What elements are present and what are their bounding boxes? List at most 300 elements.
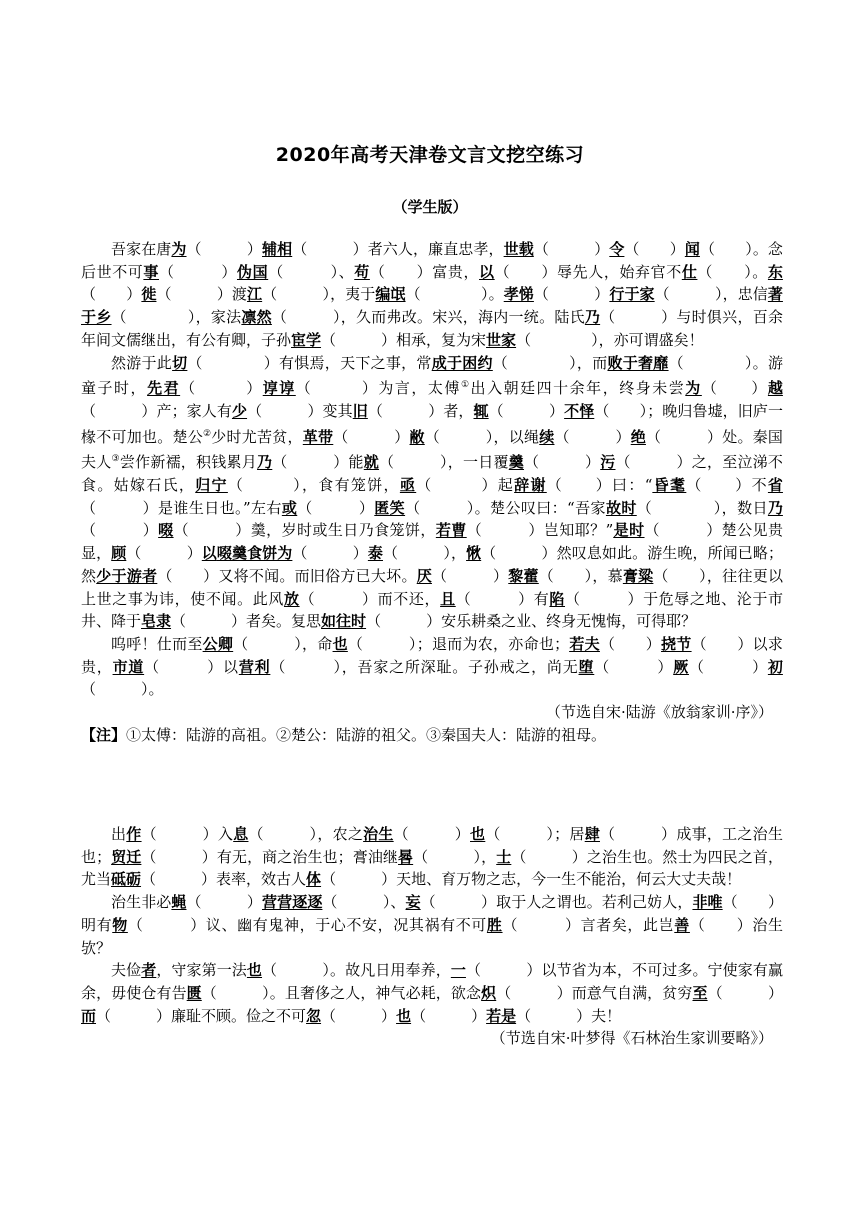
passage-text: （ ） bbox=[186, 240, 263, 258]
passage-text: （ ）又将不闻。而旧俗方已大坏。 bbox=[157, 566, 417, 585]
keyword-text: 事 bbox=[143, 262, 159, 281]
keyword-text: 令 bbox=[609, 240, 625, 258]
keyword bbox=[262, 240, 292, 258]
passage-text: （ ） bbox=[393, 825, 471, 843]
passage-text: 吾家在唐 bbox=[111, 240, 172, 258]
passage-text: 尝作新襦，积钱累月 bbox=[119, 453, 258, 472]
keyword-text: 续 bbox=[539, 427, 555, 446]
keyword bbox=[410, 428, 425, 446]
passage-text: （ ）辱先人，始弃官不 bbox=[494, 262, 682, 281]
keyword-text: 污 bbox=[600, 453, 616, 472]
passage-text: （ ） bbox=[701, 379, 768, 398]
passage-text: （ ），往往更以上世之事为讳，使不闻。此风 bbox=[81, 566, 783, 608]
passage-text: 少时尤苦贫， bbox=[211, 427, 303, 446]
keyword-text: 革带 bbox=[302, 427, 334, 446]
keyword-text: 是时 bbox=[613, 521, 645, 540]
passage2-paragraph bbox=[81, 891, 783, 959]
keyword bbox=[470, 825, 485, 843]
keyword-text: 者 bbox=[141, 961, 157, 980]
keyword bbox=[203, 635, 234, 653]
keyword-text: 初 bbox=[767, 657, 783, 676]
keyword bbox=[673, 658, 689, 676]
passage-text: （ ），数日 bbox=[636, 498, 768, 517]
keyword-text: 蝇 bbox=[171, 893, 187, 912]
keyword-text: 羹 bbox=[508, 453, 524, 472]
passage-text: （ ）， bbox=[413, 847, 497, 866]
page-subtitle: （学生版） bbox=[392, 198, 468, 216]
keyword bbox=[508, 567, 539, 585]
keyword bbox=[284, 590, 300, 608]
passage-text: （ ）。念后世不可 bbox=[81, 240, 783, 281]
keyword bbox=[436, 521, 467, 539]
footnote-marker: ① bbox=[460, 380, 471, 391]
keyword bbox=[652, 476, 686, 494]
keyword bbox=[579, 658, 595, 676]
keyword-text: 皂隶 bbox=[141, 612, 172, 631]
keyword-text: 江 bbox=[247, 285, 263, 304]
keyword-text: 少 bbox=[231, 401, 248, 420]
passage2-paragraph bbox=[81, 823, 783, 891]
passage-text: （ ）有 bbox=[455, 589, 550, 608]
keyword bbox=[398, 848, 413, 866]
keyword-text: 物 bbox=[112, 915, 128, 934]
passage1-paragraph bbox=[81, 238, 783, 352]
keyword-text: 若是 bbox=[486, 1006, 517, 1025]
passage-text: 出入朝廷四十余年，终身未尝 bbox=[470, 379, 686, 398]
keyword-text: 以 bbox=[479, 262, 495, 281]
passage-text: （ ）羹，岁时或生日乃食笼饼， bbox=[173, 521, 436, 540]
keyword-text: 亟 bbox=[399, 476, 417, 495]
keyword bbox=[111, 544, 126, 562]
passage-text: （ ）、 bbox=[322, 893, 406, 912]
keyword-text: 匮 bbox=[186, 983, 202, 1002]
keyword-text: 妄 bbox=[405, 893, 421, 912]
keyword-text: 炽 bbox=[481, 983, 497, 1002]
passage-text: （ ）入 bbox=[141, 825, 234, 843]
keyword-text: 越 bbox=[767, 379, 783, 398]
keyword bbox=[143, 263, 159, 281]
keyword bbox=[692, 893, 722, 911]
keyword bbox=[768, 658, 783, 676]
keyword bbox=[111, 870, 141, 888]
passage-text: （ ） bbox=[321, 1006, 397, 1025]
passage-text: （ ） bbox=[524, 453, 601, 472]
keyword bbox=[262, 893, 322, 911]
keyword-text: 为 bbox=[171, 240, 187, 258]
keyword-text: 陷 bbox=[549, 589, 566, 608]
keyword-text: 东 bbox=[767, 262, 783, 281]
keyword-text: 放 bbox=[283, 589, 300, 608]
keyword bbox=[171, 240, 186, 258]
keyword-text: 败于奢靡 bbox=[607, 353, 669, 372]
keyword-text: 市道 bbox=[112, 657, 145, 676]
passage-text: 左右 bbox=[250, 498, 282, 517]
keyword bbox=[247, 961, 262, 979]
keyword bbox=[585, 825, 600, 843]
passage1-paragraph bbox=[81, 633, 783, 701]
passage-text: （ ）有无，商之治生也；膏油继 bbox=[141, 847, 399, 866]
keyword bbox=[406, 893, 421, 911]
passage-text: （ ） bbox=[533, 285, 610, 304]
passage-one bbox=[81, 238, 783, 746]
passage-text: （ ）以节省为本，不可过多。宁使家有赢余，毋使仓有告 bbox=[81, 961, 783, 1002]
keyword bbox=[247, 285, 262, 303]
quote-mark: “ bbox=[567, 498, 575, 517]
keyword-text: 伪国 bbox=[236, 262, 269, 281]
passage-text: （ ），一日覆 bbox=[379, 453, 509, 472]
keyword bbox=[141, 961, 156, 979]
passage-text: （ ），以绳 bbox=[424, 427, 540, 446]
keyword-text: 如往时 bbox=[321, 612, 367, 631]
keyword bbox=[112, 916, 128, 934]
passage-text: （ ）。且奢侈之人，神气必耗，欲念 bbox=[201, 983, 482, 1002]
passage-text: （ ）而意气自满，贫穷 bbox=[496, 983, 693, 1002]
passage-text: （ ） bbox=[707, 983, 783, 1002]
passage-text: （ ），农之 bbox=[248, 825, 364, 843]
keyword-text: 体 bbox=[306, 870, 322, 889]
keyword bbox=[354, 263, 370, 281]
keyword-text: 辄 bbox=[473, 401, 489, 420]
keyword bbox=[600, 453, 615, 471]
passage-text: （ ），食有笼饼， bbox=[227, 476, 400, 495]
keyword bbox=[368, 544, 383, 562]
keyword-text: 闻 bbox=[684, 240, 700, 258]
keyword bbox=[172, 354, 187, 372]
keyword bbox=[768, 499, 783, 517]
passage-text: （ ）曰： bbox=[546, 476, 645, 495]
passage-text: （ ）议、幽有鬼神，于心不安，况其祸有不可 bbox=[127, 915, 487, 934]
keyword bbox=[321, 612, 366, 630]
keyword-text: 治生 bbox=[363, 825, 394, 843]
keyword bbox=[481, 984, 496, 1002]
keyword-text: 肆 bbox=[584, 825, 600, 843]
keyword bbox=[141, 285, 156, 303]
keyword bbox=[126, 825, 141, 843]
footnote-marker: ③ bbox=[111, 454, 120, 465]
passage-text: （ ）以求贵， bbox=[81, 634, 783, 676]
keyword bbox=[486, 331, 516, 349]
keyword-text: 胜 bbox=[486, 915, 503, 934]
keyword-text: 旧 bbox=[352, 401, 368, 420]
passage2-paragraph bbox=[81, 959, 783, 1027]
keyword bbox=[768, 476, 783, 494]
keyword-text: 为 bbox=[685, 379, 702, 398]
keyword bbox=[440, 590, 456, 608]
keyword-text: 世家 bbox=[486, 330, 517, 349]
keyword-text: 辅相 bbox=[262, 240, 293, 258]
keyword-text: 愀 bbox=[466, 544, 482, 563]
passage-one-source: （节选自宋·陆游《放翁家训·序》） bbox=[545, 703, 773, 722]
keyword-text: 若曹 bbox=[435, 521, 467, 540]
passage-two-paragraphs bbox=[81, 823, 783, 1027]
passage-text: （ ）者六人，廉直忠孝， bbox=[292, 240, 504, 258]
footnote bbox=[81, 724, 783, 747]
keyword-text: 成于困约 bbox=[431, 353, 493, 372]
passage-text: （ ）言者矣，此岂 bbox=[502, 915, 675, 934]
keyword-text: 作 bbox=[126, 825, 142, 843]
passage-text: ，守家第一法 bbox=[156, 961, 247, 980]
keyword-text: 敝 bbox=[409, 427, 425, 446]
keyword-text: 忽 bbox=[306, 1006, 322, 1025]
keyword-text: 非唯 bbox=[692, 893, 723, 912]
keyword-text: 也 bbox=[470, 825, 486, 843]
keyword bbox=[217, 544, 292, 562]
keyword bbox=[682, 263, 698, 281]
passage-text: 夫俭 bbox=[111, 961, 142, 980]
keyword bbox=[417, 567, 432, 585]
keyword-text: 辞谢 bbox=[514, 476, 547, 495]
keyword-text: 晷 bbox=[398, 847, 414, 866]
passage-text: （ ）而不还， bbox=[299, 589, 441, 608]
keyword bbox=[195, 476, 228, 494]
passage-text: （ ）产；家人有 bbox=[81, 401, 232, 420]
keyword-text: 善 bbox=[674, 915, 690, 934]
keyword-text: 若夫 bbox=[569, 634, 600, 653]
passage-text: （ ）；居 bbox=[485, 825, 585, 843]
keyword bbox=[187, 984, 202, 1002]
quote-mark: “ bbox=[644, 476, 653, 495]
keyword bbox=[631, 428, 646, 446]
keyword bbox=[353, 402, 368, 420]
keyword-text: 孝悌 bbox=[503, 285, 534, 304]
passage-text: （ ）天地、育万物之志，今一生不能治，何云大丈夫哉！ bbox=[321, 870, 742, 889]
passage-text: （ ）富贵， bbox=[369, 262, 480, 281]
keyword bbox=[233, 825, 248, 843]
keyword-text: 就 bbox=[363, 453, 380, 472]
passage-text: （ ），忠信 bbox=[654, 285, 768, 304]
keyword-text: 贸迁 bbox=[111, 847, 142, 866]
passage-text: （ ）取于人之谓也。若利己妨人， bbox=[420, 893, 693, 912]
passage-text: （ ） bbox=[333, 427, 410, 446]
passage-text: 治生非必 bbox=[111, 893, 172, 912]
keyword-text: 故时 bbox=[605, 498, 637, 517]
passage-text: （ ） bbox=[297, 498, 375, 517]
passage-text: （ ），吾家之所深耻。子孙戒之，尚无 bbox=[270, 657, 579, 676]
passage-text: （ ）者， bbox=[367, 401, 474, 420]
passage-text: （ ）廉耻不顾。俭之不可 bbox=[96, 1006, 307, 1025]
passage-text: （ ） bbox=[594, 657, 674, 676]
keyword bbox=[487, 916, 503, 934]
keyword-text: 行于家 bbox=[609, 285, 655, 304]
keyword-text: 苟 bbox=[354, 262, 370, 281]
keyword bbox=[241, 308, 272, 326]
keyword bbox=[232, 402, 247, 420]
keyword bbox=[569, 635, 600, 653]
passage-text: （ ）能 bbox=[272, 453, 364, 472]
passage-text: （ ）不 bbox=[686, 476, 768, 495]
keyword bbox=[257, 453, 272, 471]
keyword-text: 也 bbox=[332, 634, 348, 653]
passage-text: （ ） bbox=[126, 544, 202, 563]
keyword-text: 乃 bbox=[584, 308, 601, 327]
keyword-text: 归宁 bbox=[195, 476, 228, 495]
keyword bbox=[474, 402, 489, 420]
keyword bbox=[609, 240, 624, 258]
passage-text: （ ），亦可谓盛矣！ bbox=[516, 330, 704, 349]
passage-text: （ ） bbox=[431, 566, 509, 585]
passage-text: （ ） bbox=[159, 262, 237, 281]
passage-text: （ ） bbox=[554, 427, 631, 446]
keyword bbox=[147, 379, 180, 397]
passage-text: （ ）夫！ bbox=[516, 1006, 622, 1025]
passage-text: （ ）。 bbox=[697, 262, 768, 281]
passage-text: （ ）于危辱之地、沦于市井、降于 bbox=[81, 589, 783, 631]
keyword-text: 息 bbox=[233, 825, 249, 843]
keyword bbox=[486, 1007, 516, 1025]
passage-text: （ ）之，至泣涕不食。姑嫁石氏， bbox=[81, 453, 783, 495]
passage-text: （ ）者矣。复思 bbox=[171, 612, 322, 631]
passage-text: （ ） bbox=[81, 521, 159, 540]
keyword-text: 啜羹食饼为 bbox=[216, 544, 293, 563]
passage-text: 出 bbox=[111, 825, 127, 843]
keyword bbox=[661, 635, 692, 653]
keyword bbox=[692, 984, 707, 1002]
passage-text: （ ）楚公见贵显， bbox=[81, 521, 783, 563]
passage-text: （ ）。故凡日用奉养， bbox=[262, 961, 451, 980]
keyword bbox=[237, 263, 268, 281]
passage-one-paragraphs bbox=[81, 238, 783, 701]
footnote-label: 【注】 bbox=[81, 725, 127, 744]
keyword bbox=[768, 379, 783, 397]
keyword-text: 乃 bbox=[257, 453, 273, 472]
passage-text: （ ），夷于 bbox=[262, 285, 376, 304]
keyword-text: 编氓 bbox=[375, 285, 406, 304]
keyword bbox=[141, 612, 171, 630]
passage-two-source: （节选自宋·叶梦得《石林治生家训要略》） bbox=[490, 1029, 773, 1048]
passage-text: （ ）为言，太傅 bbox=[295, 379, 461, 398]
keyword-text: 厥 bbox=[673, 657, 689, 676]
passage-text: （ ）是谁生日也。 bbox=[81, 498, 243, 517]
keyword-text: 也 bbox=[246, 961, 263, 980]
keyword-text: 士 bbox=[496, 847, 512, 866]
keyword bbox=[606, 499, 637, 517]
passage-text: （ ）；退而为农，亦命也； bbox=[347, 634, 570, 653]
passage-text: 吾家 bbox=[574, 498, 606, 517]
keyword-text: 而 bbox=[81, 1006, 97, 1025]
passage-text: （ ）；晚归鲁墟，旧庐一椽不可加也。楚公 bbox=[81, 401, 783, 446]
keyword-text: 顾 bbox=[111, 544, 127, 563]
passage-text: （ ） bbox=[533, 240, 610, 258]
passage-text: （ ）、 bbox=[268, 262, 355, 281]
keyword bbox=[111, 848, 141, 866]
passage-text: （ ），而 bbox=[492, 353, 608, 372]
keyword bbox=[306, 870, 321, 888]
passage-text: （ ），久而弗改。宋兴，海内一统。陆氏 bbox=[271, 308, 585, 327]
keyword-text: 且 bbox=[440, 589, 456, 608]
keyword-text: 谆谆 bbox=[262, 379, 296, 398]
passage-text: （ ）相承，复为宋 bbox=[321, 330, 487, 349]
keyword-text: 也 bbox=[396, 1006, 412, 1025]
passage-text: （ ）之治生也。然士为四民之首，尤当 bbox=[81, 847, 783, 889]
passage-text: （ ）， bbox=[382, 544, 467, 563]
passage-text: （ ），慕 bbox=[538, 566, 623, 585]
keyword-text: 啜 bbox=[158, 521, 174, 540]
passage-text: （ ）。 bbox=[405, 285, 504, 304]
keyword bbox=[400, 476, 416, 494]
keyword bbox=[432, 354, 493, 372]
keyword bbox=[303, 428, 334, 446]
keyword bbox=[396, 1007, 411, 1025]
passage-text: （ ） bbox=[81, 285, 142, 304]
keyword bbox=[585, 308, 600, 326]
passage-text: （ ）表率，效古人 bbox=[141, 870, 307, 889]
page-title: 2020年高考天津卷文言文挖空练习 bbox=[275, 144, 585, 166]
keyword-text: 宦学 bbox=[291, 330, 322, 349]
keyword bbox=[451, 961, 466, 979]
passage-text: （ ） bbox=[488, 401, 565, 420]
keyword-text: 昏耄 bbox=[652, 476, 687, 495]
passage-text: （ ） bbox=[186, 893, 263, 912]
keyword bbox=[623, 567, 654, 585]
keyword-text: 公卿 bbox=[202, 634, 234, 653]
passage-text: （ ） bbox=[180, 379, 263, 398]
keyword bbox=[509, 453, 524, 471]
passage-text: （ ）渡 bbox=[156, 285, 248, 304]
passage-two bbox=[81, 823, 783, 1050]
keyword bbox=[239, 658, 271, 676]
keyword-text: 绝 bbox=[630, 427, 646, 446]
passage-text: （ ）。楚公叹曰： bbox=[405, 498, 568, 517]
keyword bbox=[158, 521, 173, 539]
keyword bbox=[479, 263, 495, 281]
keyword bbox=[113, 658, 145, 676]
passage-text: 呜呼！仕而至 bbox=[111, 634, 203, 653]
keyword-text: 先君 bbox=[147, 379, 181, 398]
keyword-text: 世载 bbox=[503, 240, 534, 258]
passage-text: （ ） bbox=[624, 240, 685, 258]
keyword bbox=[171, 893, 186, 911]
keyword-text: 堕 bbox=[578, 657, 595, 676]
passage-text: （ ）变其 bbox=[247, 401, 353, 420]
keyword-text: 黎藿 bbox=[508, 566, 539, 585]
keyword-text: 省 bbox=[767, 476, 783, 495]
keyword bbox=[685, 240, 700, 258]
keyword bbox=[263, 379, 296, 397]
keyword bbox=[374, 499, 405, 517]
keyword bbox=[504, 240, 534, 258]
footnote-text: ①太傅：陆游的高祖。②楚公：陆游的祖父。③秦国夫人：陆游的祖母。 bbox=[126, 725, 607, 744]
keyword bbox=[549, 590, 565, 608]
keyword-text: 或 bbox=[281, 498, 298, 517]
keyword-text: 切 bbox=[172, 353, 188, 372]
passage-text: 然游于此 bbox=[111, 353, 173, 372]
quote-mark: ” bbox=[242, 498, 251, 517]
keyword-text: 一 bbox=[450, 961, 466, 980]
keyword-text: 营利 bbox=[238, 657, 271, 676]
keyword-text: 仕 bbox=[681, 262, 698, 281]
keyword bbox=[613, 521, 644, 539]
passage-text: （ ）岂知耶？ bbox=[466, 521, 606, 540]
keyword bbox=[333, 635, 348, 653]
passage-text: （ ）。 bbox=[81, 680, 164, 699]
passage-text: （ ） bbox=[688, 657, 768, 676]
keyword-text: 泰 bbox=[367, 544, 383, 563]
keyword bbox=[202, 544, 217, 562]
passage-text: （ ）处。秦国夫人 bbox=[81, 427, 783, 472]
keyword-text: 乃 bbox=[767, 498, 783, 517]
passage1-paragraph bbox=[81, 352, 783, 633]
keyword-text: 营营逐逐 bbox=[262, 893, 323, 912]
passage-text: （ ）起 bbox=[416, 476, 515, 495]
passage-text: （ ）有惧焉，天下之事，常 bbox=[187, 353, 432, 372]
passage-text: （ ）然叹息如此。游生晚，所闻已略；然 bbox=[81, 544, 783, 585]
keyword-text: 少于游者 bbox=[96, 566, 158, 585]
keyword bbox=[609, 285, 654, 303]
keyword-text: 以 bbox=[201, 544, 217, 563]
keyword bbox=[514, 476, 547, 494]
passage-text: （ ），命 bbox=[233, 634, 333, 653]
passage-text: （ ）成事，工之治生也； bbox=[81, 825, 783, 866]
